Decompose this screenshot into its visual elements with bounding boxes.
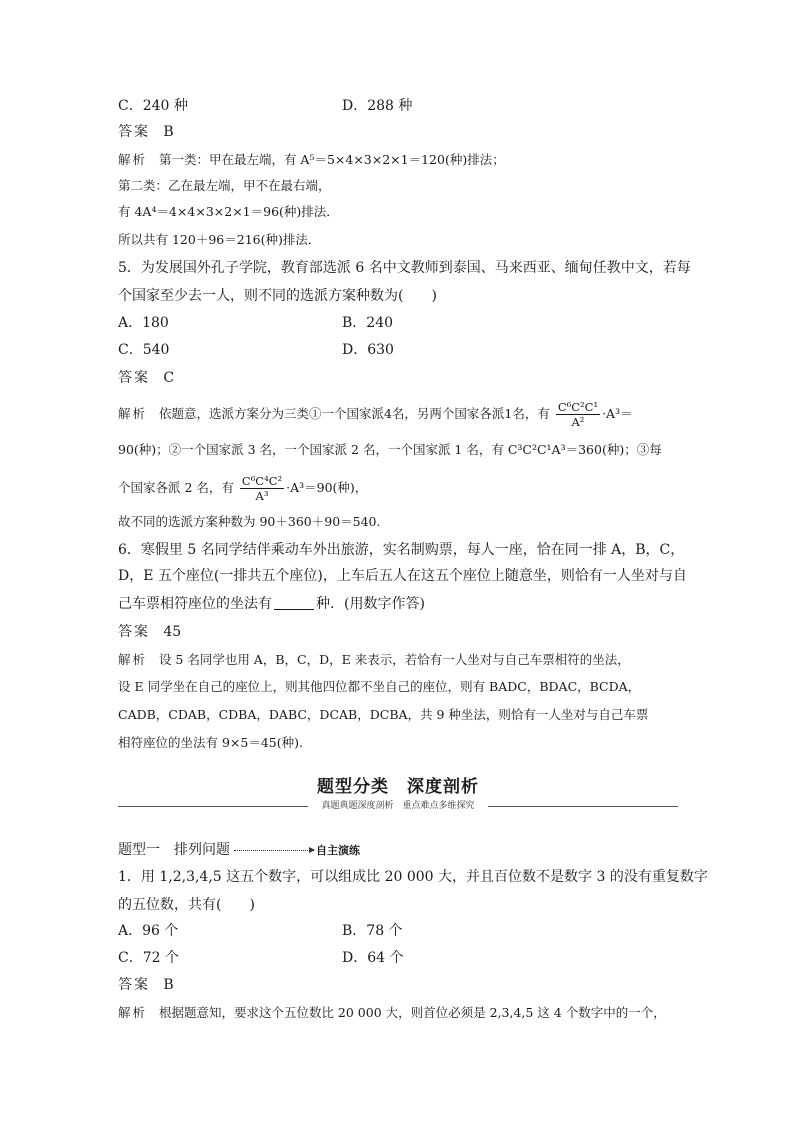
solution-line: 第二类：乙在最左端，甲不在最右端， (118, 178, 331, 193)
answer-value: 45 (163, 624, 182, 640)
answer-line (118, 122, 174, 142)
question-6-stem (118, 594, 425, 614)
solution-text: 根据题意知，要求这个五位数比 20 000 大，则首位必须是 2,3,4,5 这 4 个数字中的一个， (158, 1005, 666, 1020)
option-d: D．630 (342, 342, 394, 358)
fraction-numerator: C⁶C⁴C² (241, 474, 283, 488)
solution-line: 所以共有 120＋96＝216(种)排法． (118, 232, 321, 247)
option-c: C．240 种 (118, 98, 188, 114)
solution-line (118, 474, 367, 503)
option-a: A．180 (118, 315, 169, 331)
fraction-numerator: C⁶C²C¹ (557, 400, 599, 414)
solution-line: 设 E 同学坐在自己的座位上，则其他四位都不坐自己的座位，则有 BADC，BDAC，BCDA， (118, 679, 641, 694)
question-1-stem: 1．用 1,2,3,4,5 这五个数字，可以组成比 20 000 大，并且百位数不是数字 3 的没有重复数字 (118, 869, 708, 885)
solution-line: 有 4A⁴＝4×4×3×2×1＝96(种)排法． (118, 204, 339, 219)
option-d: D．288 种 (342, 98, 413, 114)
answer-value: B (163, 977, 174, 993)
solution-text: ·A³＝90(种)， (286, 480, 368, 495)
option-c: C．540 (118, 342, 170, 358)
arrow-right-icon (234, 850, 314, 851)
solution-line (118, 150, 505, 170)
question-5-stem: 个国家至少去一人，则不同的选派方案种数为( ) (118, 288, 437, 304)
question-text: 己车票相符座位的坐法有 (118, 596, 272, 612)
fraction-denominator: A³ (255, 489, 269, 503)
solution-line: 90(种)；②一个国家派 3 名，一个国家派 2 名，一个国家派 1 名，有 C³C²C¹A³＝360(种)；③每 (118, 442, 662, 457)
solution-line (118, 1003, 666, 1023)
solution-label: 解析 (118, 652, 148, 667)
answer-label: 答案 (118, 124, 150, 140)
question-6-stem: D，E 五个座位(一排共五个座位)，上车后五人在这五个座位上随意坐，则恰有一人坐对与自 (118, 568, 687, 584)
option-c: C．72 个 (118, 950, 179, 966)
question-6-stem: 6．寒假里 5 名同学结伴乘动车外出旅游，实名制购票，每人一座，恰在同一排 A，B，C， (118, 542, 685, 558)
solution-line: CADB，CDAB，CDBA，DABC，DCAB，DCBA，共 9 种坐法，则恰有一人坐对与自己车票 (118, 707, 649, 722)
type-tag: 自主演练 (316, 844, 360, 857)
solution-line (118, 400, 633, 429)
solution-label: 解析 (118, 406, 148, 421)
fraction-denominator: A² (571, 415, 585, 429)
answer-blank (274, 595, 314, 610)
type-heading (118, 840, 360, 861)
option-b: B．78 个 (342, 923, 403, 939)
fraction (556, 400, 600, 429)
answer-label: 答案 (118, 624, 150, 640)
solution-label: 解析 (118, 152, 148, 167)
answer-value: C (163, 370, 175, 386)
type-label: 题型一 排列问题 (118, 842, 230, 858)
answer-line (118, 975, 174, 995)
question-1-stem: 的五位数，共有( ) (118, 897, 255, 913)
option-b: B．240 (342, 315, 394, 331)
question-text: 种．(用数字作答) (316, 596, 425, 612)
section-subtitle: 真题典题深度剖析 重点难点多维探究 (321, 801, 475, 811)
answer-label: 答案 (118, 370, 150, 386)
answer-label: 答案 (118, 977, 150, 993)
solution-text: 设 5 名同学也用 A，B，C，D，E 来表示，若恰有一人坐对与自己车票相符的坐法， (158, 652, 630, 667)
solution-text: 第一类：甲在最左端，有 A⁵＝5×4×3×2×1＝120(种)排法； (158, 152, 505, 167)
solution-line: 相符座位的坐法有 9×5＝45(种). (118, 735, 303, 750)
answer-value: B (163, 124, 174, 140)
solution-line (118, 650, 630, 670)
solution-line: 故不同的选派方案种数为 90＋360＋90＝540. (118, 514, 381, 529)
solution-text: 个国家各派 2 名，有 (118, 480, 234, 495)
solution-text: 依题意，选派方案分为三类①一个国家派4名，另两个国家各派1名，有 (158, 406, 550, 421)
answer-line (118, 368, 174, 388)
solution-text: ·A³＝ (602, 406, 633, 421)
option-d: D．64 个 (342, 950, 404, 966)
question-5-stem: 5．为发展国外孔子学院，教育部选派 6 名中文教师到泰国、马来西亚、缅甸任教中文，若每 (118, 260, 691, 276)
solution-label: 解析 (118, 1005, 148, 1020)
option-a: A．96 个 (118, 923, 179, 939)
section-header (118, 776, 678, 820)
section-title: 题型分类 深度剖析 (317, 777, 479, 797)
answer-line (118, 622, 181, 642)
fraction (240, 474, 284, 503)
